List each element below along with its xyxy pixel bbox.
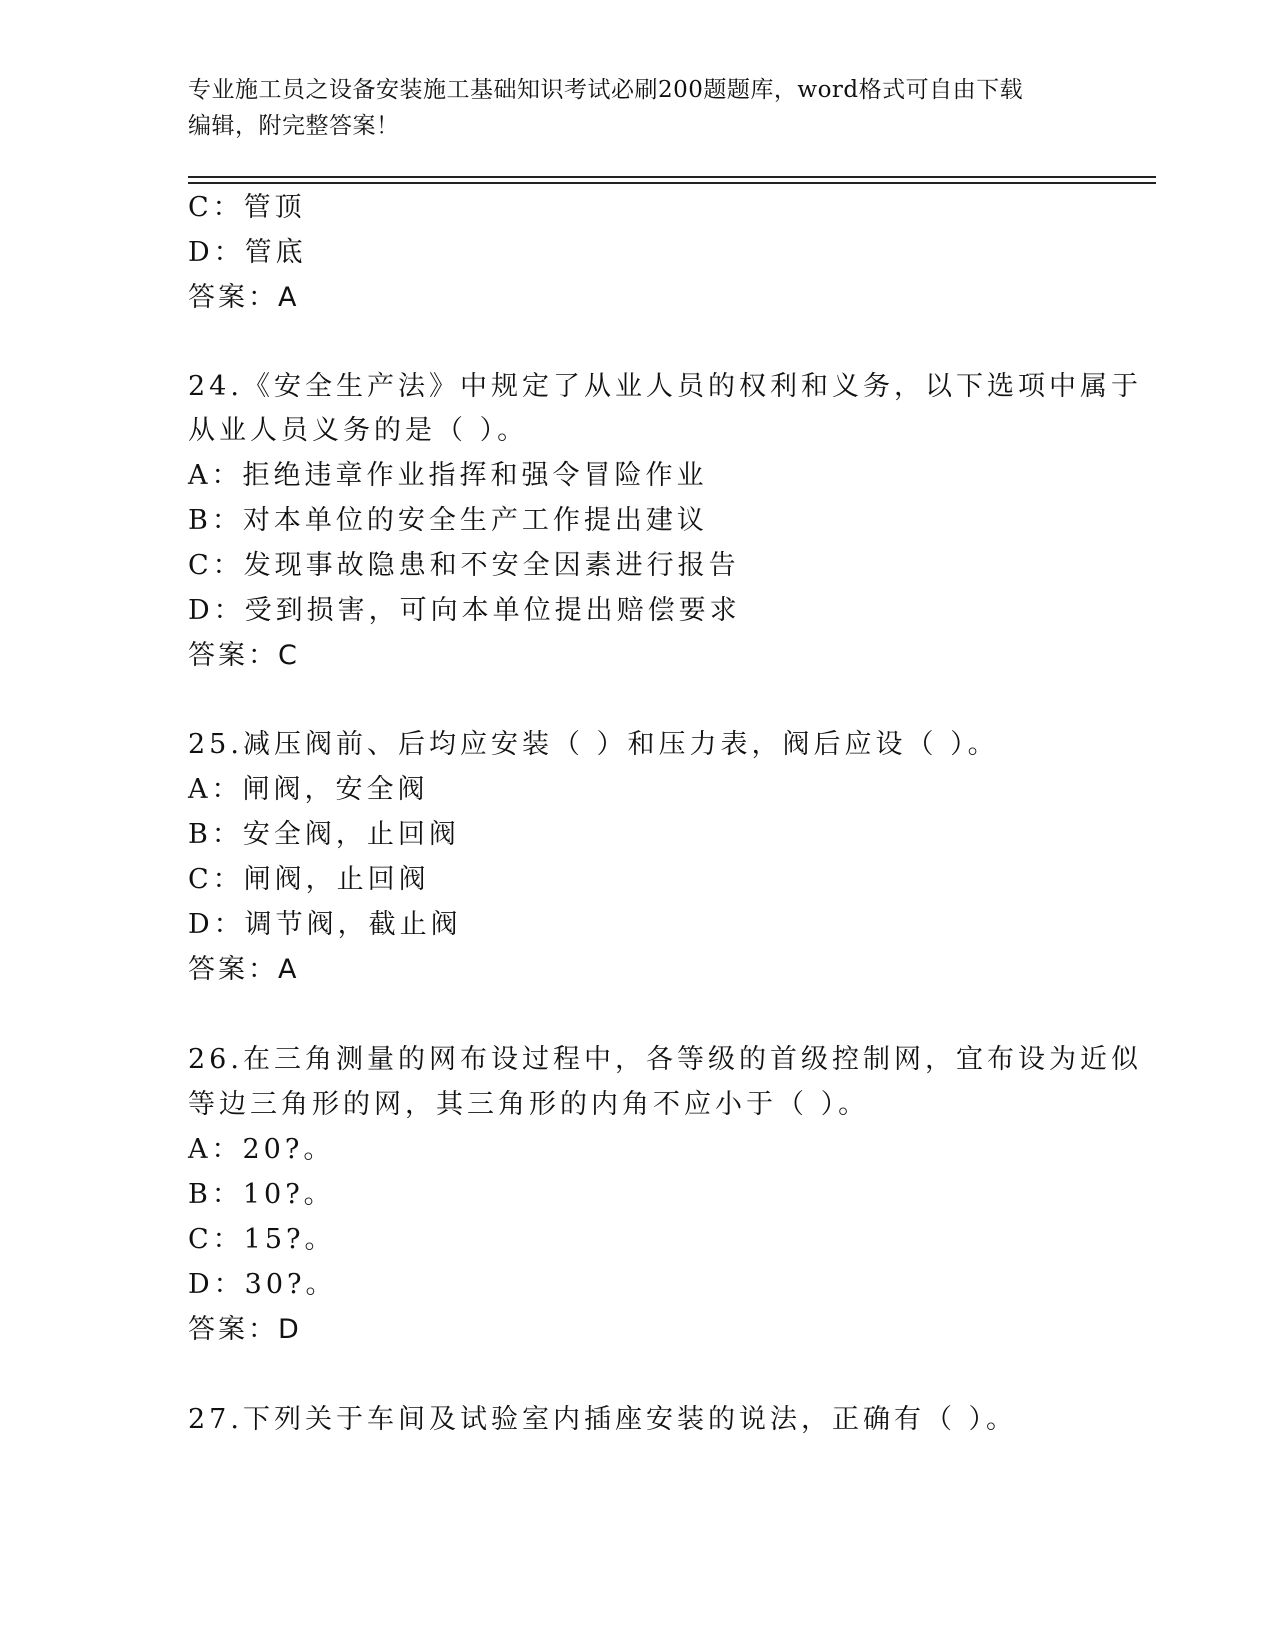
answer-line: 答案：C <box>188 640 300 671</box>
option-d: D：管底 <box>188 237 307 268</box>
question-24-text-line-2: 从业人员义务的是（ ）。 <box>188 415 529 446</box>
option-c: C：闸阀，止回阀 <box>188 864 430 895</box>
answer-line: 答案：A <box>188 954 300 985</box>
option-c: C：15?。 <box>188 1224 336 1255</box>
option-b: B：10?。 <box>188 1179 335 1210</box>
answer-line: 答案：A <box>188 282 300 313</box>
header-divider-lower <box>188 182 1156 184</box>
option-a: A：闸阀，安全阀 <box>188 774 429 805</box>
question-25-text: 25.减压阀前、后均应安装（ ）和压力表，阀后应设（ ）。 <box>188 729 999 760</box>
option-d: D：30?。 <box>188 1269 337 1300</box>
document-header <box>188 72 1068 144</box>
option-d: D：受到损害，可向本单位提出赔偿要求 <box>188 595 741 626</box>
option-c: C：发现事故隐患和不安全因素进行报告 <box>188 550 740 581</box>
header-divider-upper <box>188 176 1156 178</box>
option-d: D：调节阀，截止阀 <box>188 909 462 940</box>
answer-line: 答案：D <box>188 1314 302 1345</box>
question-27-text: 27.下列关于车间及试验室内插座安装的说法，正确有（ ）。 <box>188 1404 1018 1435</box>
option-b: B：安全阀，止回阀 <box>188 819 460 850</box>
option-c: C：管顶 <box>188 192 306 223</box>
question-26-text-line-2: 等边三角形的网，其三角形的内角不应小于（ ）。 <box>188 1089 870 1120</box>
option-a: A：拒绝违章作业指挥和强令冒险作业 <box>188 460 708 491</box>
question-24-text-line-1: 24.《安全生产法》中规定了从业人员的权利和义务，以下选项中属于 <box>188 371 1142 402</box>
header-title-line-2: 编辑，附完整答案！ <box>188 113 400 139</box>
option-b: B：对本单位的安全生产工作提出建议 <box>188 505 708 536</box>
option-a: A：20?。 <box>188 1134 335 1165</box>
question-26-text-line-1: 26.在三角测量的网布设过程中，各等级的首级控制网，宜布设为近似 <box>188 1044 1142 1075</box>
header-title-line-1: 专业施工员之设备安装施工基础知识考试必刷200题题库，word格式可自由下载 <box>188 77 1024 103</box>
